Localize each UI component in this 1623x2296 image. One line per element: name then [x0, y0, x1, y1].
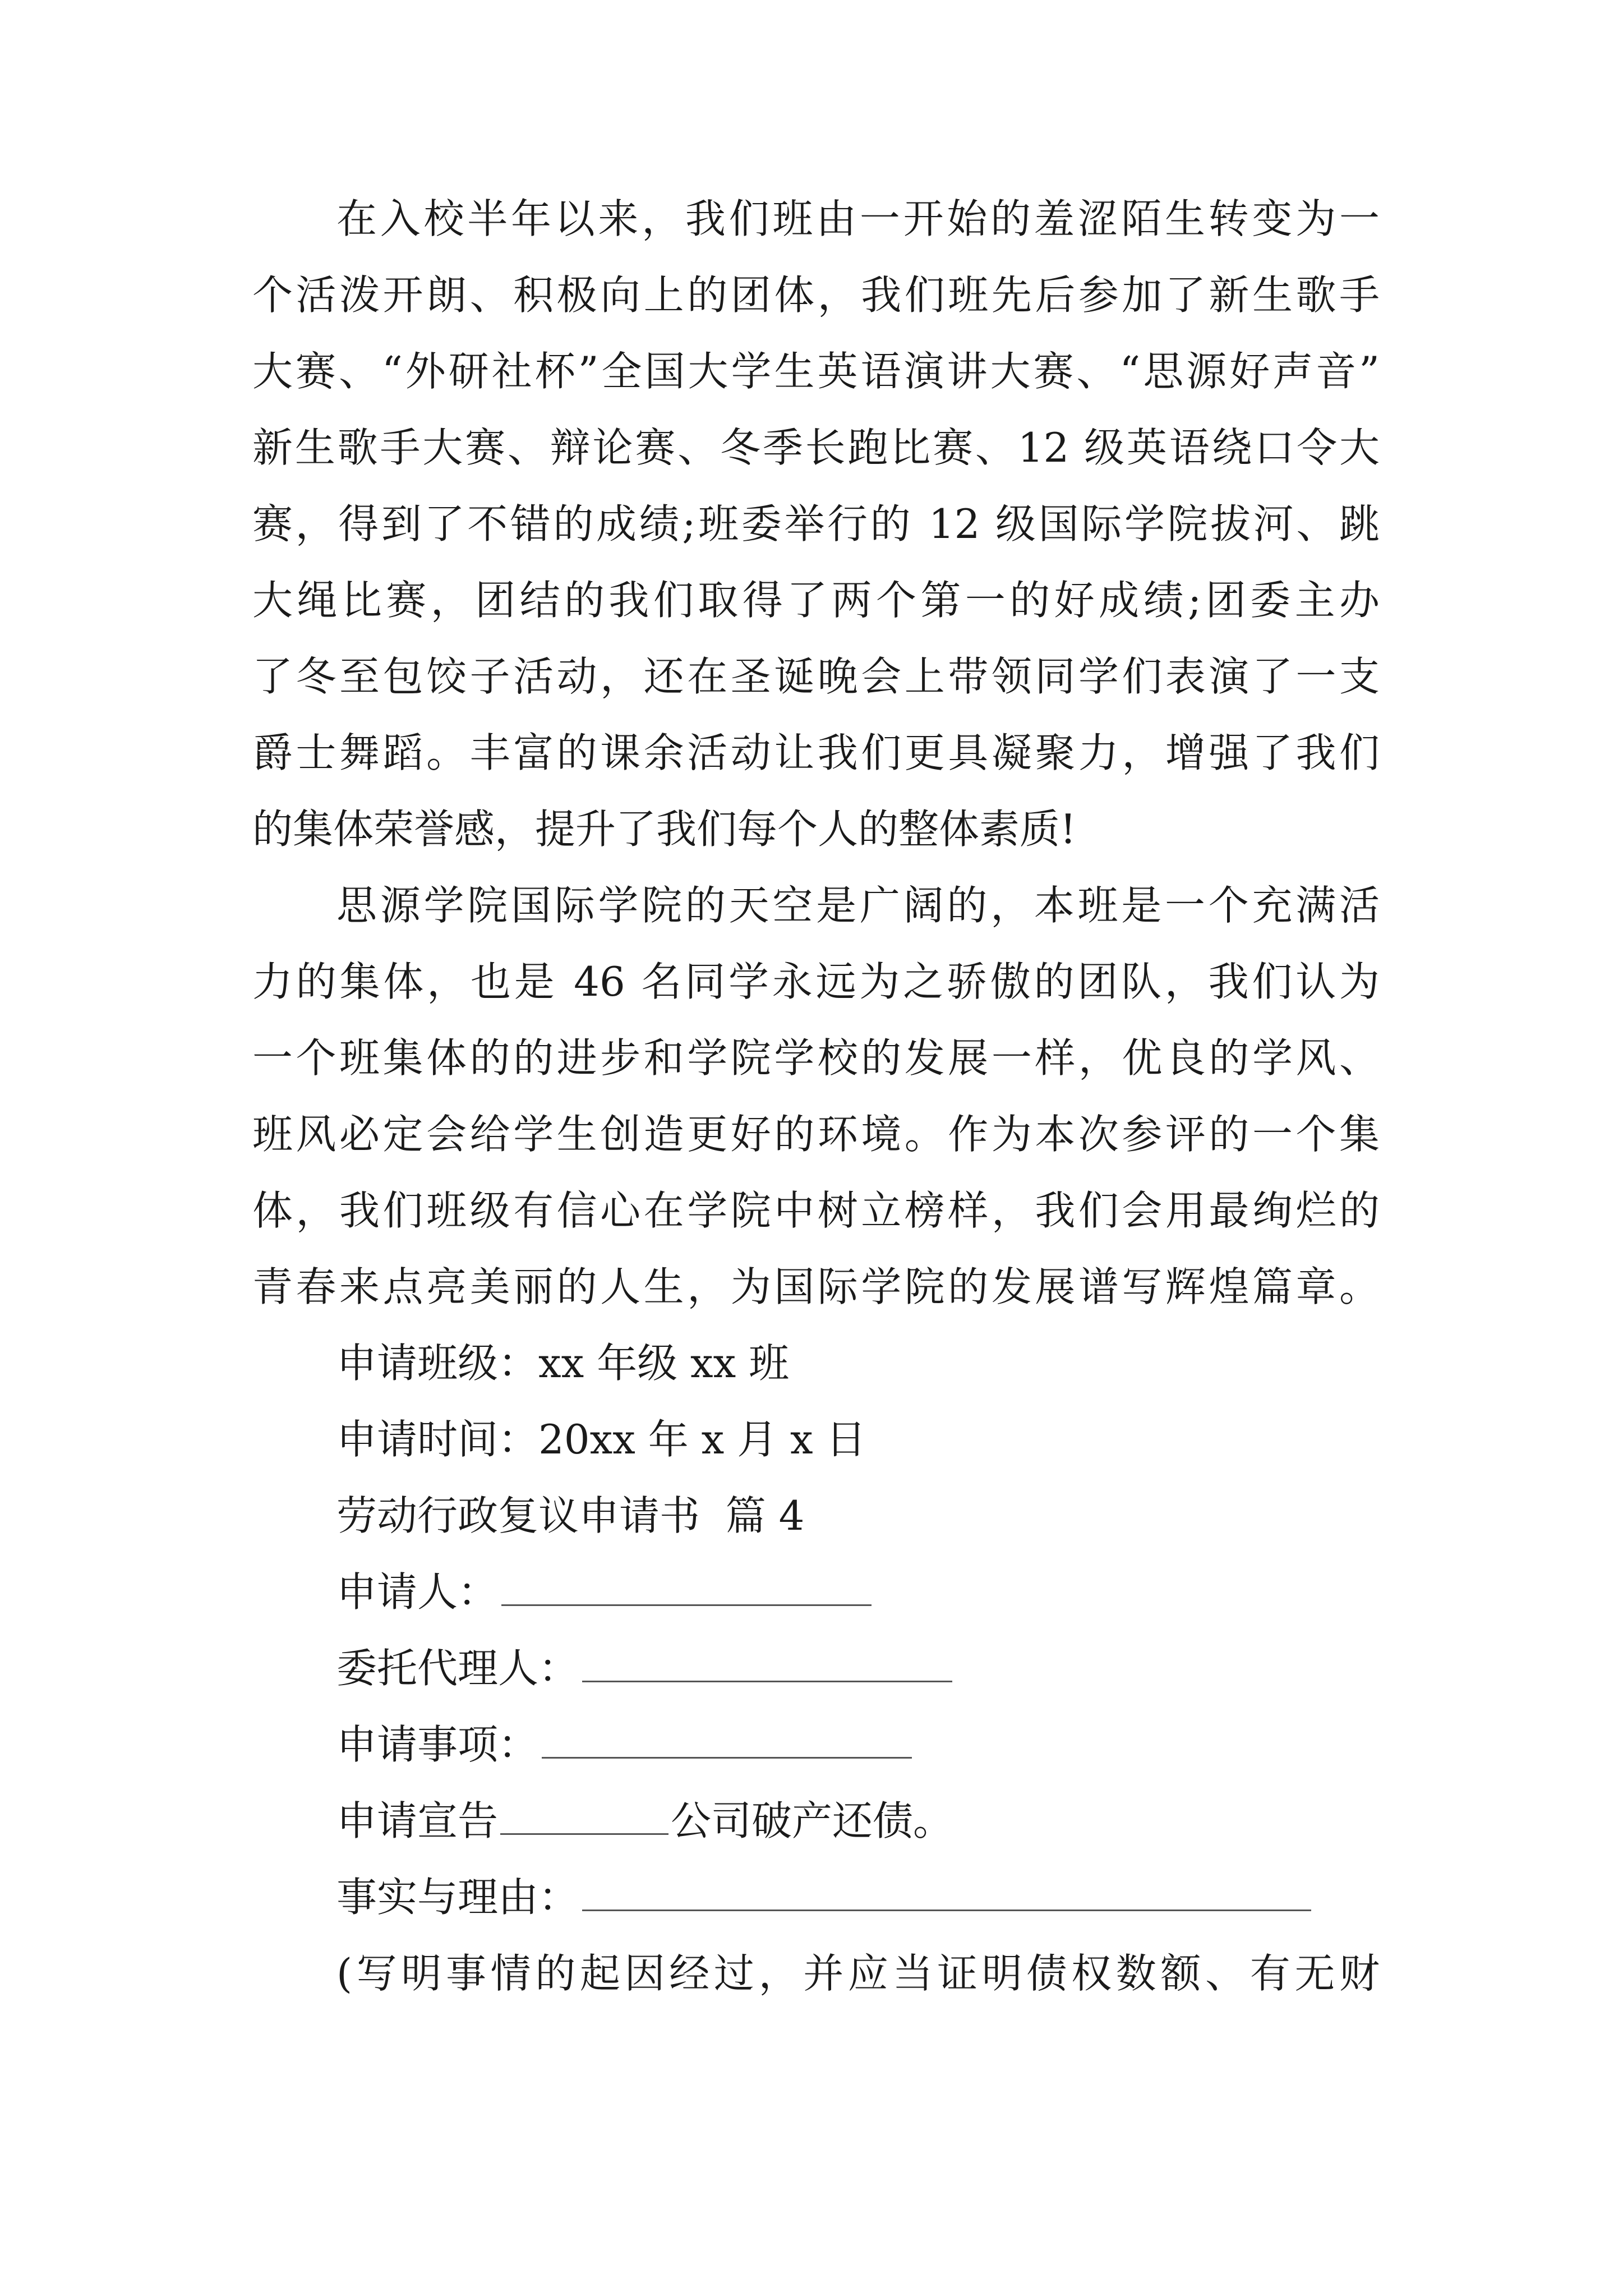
paragraph-2-line-3: 一个班集体的的进步和学院学校的发展一样，优良的学风、	[252, 1034, 1380, 1082]
declare-suffix: 公司破产还债。	[671, 1797, 954, 1844]
paragraph-1-line-1: 在入校半年以来，我们班由一开始的羞涩陌生转变为一	[336, 195, 1380, 242]
paragraph-2-line-4: 班风必定会给学生创造更好的环境。作为本次参评的一个集	[252, 1111, 1380, 1158]
matter-label: 申请事项：	[336, 1721, 539, 1768]
facts-row	[336, 1869, 1311, 1925]
paragraph-1-line-2: 个活泼开朗、积极向上的团体，我们班先后参加了新生歌手	[252, 272, 1380, 319]
paragraph-1-line-3: 大赛、“外研社杯”全国大学生英语演讲大赛、“思源好声音”	[252, 348, 1380, 395]
company-blank[interactable]	[500, 1800, 668, 1835]
agent-row	[336, 1640, 952, 1696]
apply-date: 申请时间：20xx 年 x 月 x 日	[336, 1416, 866, 1463]
matter-blank[interactable]	[542, 1723, 912, 1759]
applicant-row	[336, 1564, 872, 1620]
paragraph-1-line-7: 了冬至包饺子活动，还在圣诞晚会上带领同学们表演了一支	[252, 653, 1380, 700]
agent-blank[interactable]	[582, 1647, 952, 1682]
facts-blank[interactable]	[582, 1876, 1311, 1911]
paragraph-1-line-5: 赛，得到了不错的成绩;班委举行的 12 级国际学院拔河、跳	[252, 500, 1380, 547]
applicant-label: 申请人：	[336, 1568, 499, 1616]
section-title: 劳动行政复议申请书 篇 4	[336, 1492, 805, 1539]
matter-row	[336, 1717, 912, 1773]
note-line: (写明事情的起因经过，并应当证明债权数额、有无财	[336, 1950, 1380, 1997]
declare-row	[336, 1793, 953, 1849]
paragraph-2-line-5: 体，我们班级有信心在学院中树立榜样，我们会用最绚烂的	[252, 1187, 1380, 1234]
paragraph-1-line-8: 爵士舞蹈。丰富的课余活动让我们更具凝聚力，增强了我们	[252, 729, 1380, 776]
paragraph-2-line-6: 青春来点亮美丽的人生，为国际学院的发展谱写辉煌篇章。	[252, 1263, 1380, 1310]
facts-label: 事实与理由：	[336, 1874, 579, 1921]
agent-label: 委托代理人：	[336, 1645, 579, 1692]
applicant-class: 申请班级：xx 年级 xx 班	[336, 1340, 790, 1387]
paragraph-1-line-6: 大绳比赛，团结的我们取得了两个第一的好成绩;团委主办	[252, 577, 1380, 624]
paragraph-2-line-1: 思源学院国际学院的天空是广阔的，本班是一个充满活	[336, 882, 1380, 929]
applicant-blank[interactable]	[501, 1571, 872, 1606]
paragraph-1-line-4: 新生歌手大赛、辩论赛、冬季长跑比赛、12 级英语绕口令大	[252, 424, 1380, 471]
declare-prefix: 申请宣告	[336, 1797, 499, 1844]
paragraph-1-line-9: 的集体荣誉感，提升了我们每个人的整体素质!	[252, 806, 1076, 853]
paragraph-2-line-2: 力的集体，也是 46 名同学永远为之骄傲的团队，我们认为	[252, 958, 1380, 1005]
